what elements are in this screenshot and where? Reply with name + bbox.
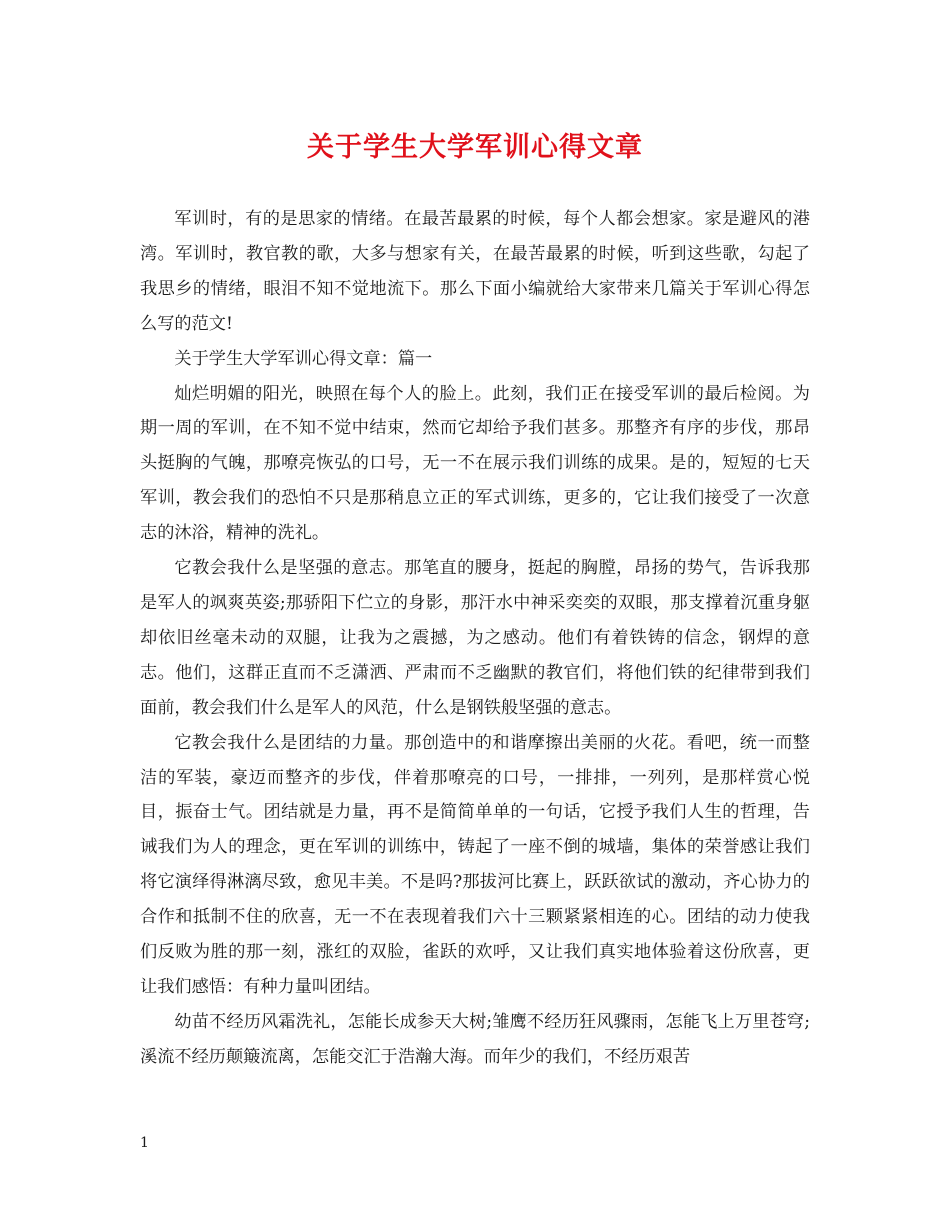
paragraph-1: 灿烂明媚的阳光，映照在每个人的脸上。此刻，我们正在接受军训的最后检阅。为期一周的军训，在不知不觉中结束，然而它却给予我们甚多。那整齐有序的步伐，那昂头挺胸的气魄，那嘹亮恢弘的口号，无一不在展示我们训练的成果。是的，短短的七天军训，教会我们的恐怕不只是那稍息立正的军式训练，更多的，它让我们接受了一次意志的沐浴，精神的洗礼。: [140, 383, 810, 544]
paragraph-4: 幼苗不经历风霜洗礼，怎能长成参天大树;雏鹰不经历狂风骤雨，怎能飞上万里苍穹;溪流不经历颠簸流离，怎能交汇于浩瀚大海。而年少的我们，不经历艰苦: [140, 1011, 810, 1067]
document-body: [140, 202, 810, 1075]
page-number: 1: [140, 1135, 149, 1151]
paragraph-intro: 军训时，有的是思家的情绪。在最苦最累的时候，每个人都会想家。家是避风的港湾。军训时，教官教的歌，大多与想家有关，在最苦最累的时候，听到这些歌，勾起了我思乡的情绪，眼泪不知不觉地流下。那么下面小编就给大家带来几篇关于军训心得怎么写的范文!: [140, 209, 810, 334]
paragraph-3: 它教会我什么是团结的力量。那创造中的和谐摩擦出美丽的火花。看吧，统一而整洁的军装，豪迈而整齐的步伐，伴着那嘹亮的口号，一排排，一列列，是那样赏心悦目，振奋士气。团结就是力量，再不是简简单单的一句话，它授予我们人生的哲理，告诫我们为人的理念，更在军训的训练中，铸起了一座不倒的城墙，集体的荣誉感让我们将它演绎得淋漓尽致，愈见丰美。不是吗?那拔河比赛上，跃跃欲试的激动，齐心协力的合作和抵制不住的欣喜，无一不在表现着我们六十三颗紧紧相连的心。团结的动力使我们反败为胜的那一刻，涨红的双脸，雀跃的欢呼，又让我们真实地体验着这份欣喜，更让我们感悟：有种力量叫团结。: [140, 732, 810, 997]
section-heading: 关于学生大学军训心得文章：篇一: [174, 348, 433, 369]
document-title: 关于学生大学军训心得文章: [307, 132, 643, 163]
paragraph-2: 它教会我什么是坚强的意志。那笔直的腰身，挺起的胸膛，昂扬的势气，告诉我那是军人的飒爽英姿;那骄阳下伫立的身影，那汗水中神采奕奕的双眼，那支撑着沉重身躯却依旧丝毫未动的双腿，让我为之震撼，为之感动。他们有着铁铸的信念，钢焊的意志。他们，这群正直而不乏潇洒、严肃而不乏幽默的教官们，将他们铁的纪律带到我们面前，教会我们什么是军人的风范，什么是钢铁般坚强的意志。: [140, 558, 810, 718]
